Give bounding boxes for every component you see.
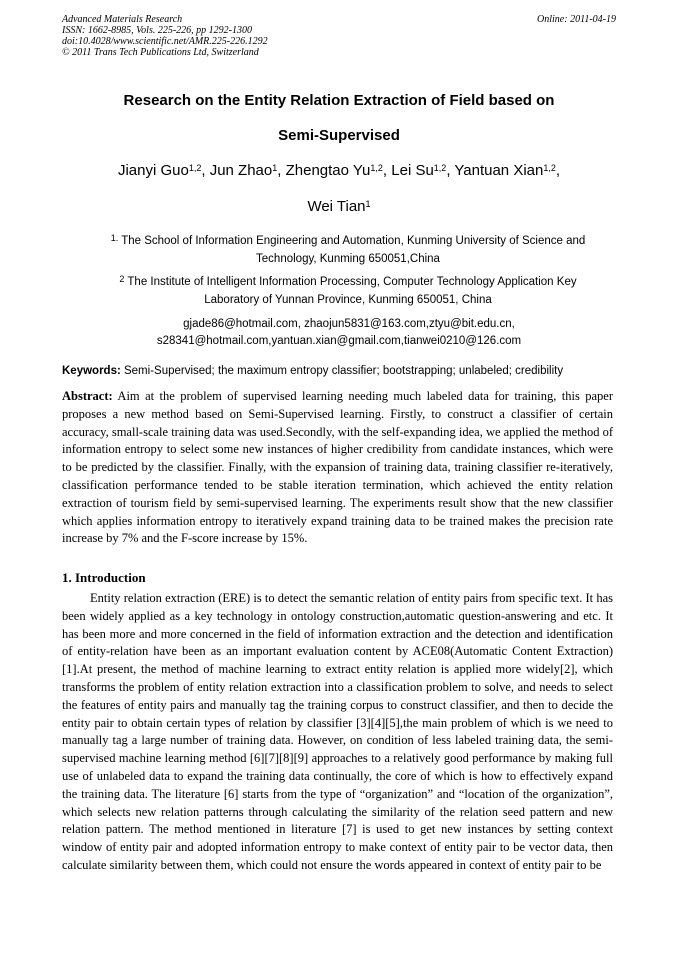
paper-title-line-2: Semi-Supervised — [278, 127, 400, 144]
abstract — [62, 388, 613, 548]
affiliation-mark: 2 — [119, 274, 125, 284]
author-separator: , — [555, 162, 561, 179]
section-heading-introduction: 1. Introduction — [62, 570, 146, 585]
affiliation-text: Technology, Kunming 650051,China — [256, 253, 440, 265]
journal-name: Advanced Materials Research — [62, 14, 183, 25]
issn-line: ISSN: 1662-8985, Vols. 225-226, pp 1292-1300 — [62, 25, 252, 36]
author-name: , Jun Zhao — [201, 162, 273, 179]
affiliation-mark: 1. — [110, 233, 119, 243]
author-emails-line-1: gjade86@hotmail.com, zhaojun5831@163.com,ztyu@bit.edu.cn, — [183, 318, 515, 330]
affiliation-text: The School of Information Engineering and Automation, Kunming University of Science and — [118, 235, 586, 247]
affiliation-2 — [82, 273, 614, 309]
author-name: Wei Tian — [307, 198, 366, 215]
keywords-text: Semi-Supervised; the maximum entropy classifier; bootstrapping; unlabeled; credibility — [120, 365, 564, 377]
introduction-paragraph: Entity relation extraction (ERE) is to detect the semantic relation of entity pairs from specific text. It has been widely applied as a key technology in ontology construction,automatic question-answering and etc. It has been more and more concerned in the field of information extraction and the detection and identification of entity-relation have been as an important evaluation content by ACE08(Automatic Content Extraction)[1].At present, the method of machine learning to extract entity relation is applied more widely[2], which transforms the problem of entity relation extraction into a classification problem to solve, and needs to select the features of entity pairs and manually tag the training corpus to construct classifier, and then to decide the entity pair to obtain certain types of relation by classifier [3][4][5],the main problem of which is we need to manually tag a large number of training data. However, on condition of less labeled training data, the semi-supervised machine learning method [6][7][8][9] approaches to a relatively good performance by making full use of unlabeled data to expand the training data continually, the core of which is how to effectively expand the training data. The literature [6] starts from the type of “organization” and “location of the organization”, which selects new relation patterns through calculating the similarity of the relation seed pattern and new relation pattern. The method mentioned in literature [7] is used to get new instances by setting context window of entity pair and adopted information entropy to make context of entity pair to be vector data, then calculate similarity between them, which could not ensure the words appeared in context of entity pair to be — [62, 591, 613, 872]
author-list-line-2 — [62, 197, 616, 217]
author-emails-line-2: s28341@hotmail.com,yantuan.xian@gmail.com,tianwei0210@126.com — [156, 335, 522, 347]
online-date: Online: 2011-04-19 — [537, 14, 616, 25]
paper-title-line-1: Research on the Entity Relation Extraction of Field based on — [123, 92, 555, 109]
author-affiliation-mark: 1,2 — [370, 163, 383, 173]
affiliation-1 — [82, 232, 614, 268]
author-list-line-1 — [62, 161, 616, 181]
abstract-label: Abstract: — [62, 389, 113, 403]
author-affiliation-mark: 1,2 — [543, 163, 556, 173]
copyright-line: © 2011 Trans Tech Publications Ltd, Switzerland — [62, 47, 259, 58]
author-name: Jianyi Guo — [117, 162, 189, 179]
keywords — [62, 364, 622, 379]
author-affiliation-mark: 1 — [272, 163, 278, 173]
author-name: , Lei Su — [382, 162, 434, 179]
author-name: , Zhengtao Yu — [277, 162, 371, 179]
doi-line: doi:10.4028/www.scientific.net/AMR.225-226.1292 — [62, 36, 268, 47]
author-affiliation-mark: 1 — [365, 199, 371, 209]
journal-header — [62, 14, 616, 58]
affiliation-text: Laboratory of Yunnan Province, Kunming 650051, China — [204, 294, 492, 306]
abstract-text: Aim at the problem of supervised learning needing much labeled data for training, this paper proposes a new method based on Semi-Supervised learning. Firstly, to construct a classifier of certain accuracy, small-scale training data was used.Secondly, with the self-expanding idea, we applied the method of information entropy to select some new instances of higher credibility from candidate instances, which were to be predicted by the classifier. Finally, with the expansion of training data, training classifier re-iteratively, classification performance tended to be stable iteration termination, which achieved the entity relation extraction of tourism field by semi-supervised learning. The experiments result show that the new classifier which applies information entropy to iteratively expand training data to be trained makes the precision rate increase by 7% and the F-score increase by 15%. — [62, 389, 613, 546]
author-affiliation-mark: 1,2 — [188, 163, 202, 173]
keywords-label: Keywords: — [62, 365, 121, 377]
author-affiliation-mark: 1,2 — [433, 163, 447, 173]
author-name: , Yantuan Xian — [446, 162, 544, 179]
affiliation-text: The Institute of Intelligent Information Processing, Computer Technology Application Key — [124, 276, 577, 288]
